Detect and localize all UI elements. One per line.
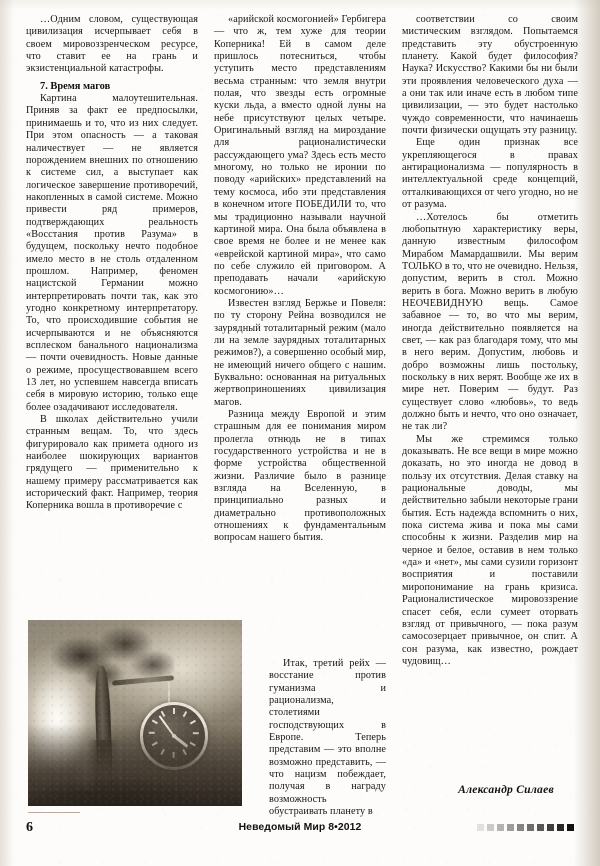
dingbat-square xyxy=(527,824,534,831)
column-3 xyxy=(402,14,578,668)
column-1 xyxy=(26,14,198,513)
dingbat-row xyxy=(477,824,574,831)
paragraph: «арийской космогонией» Гербигера — что ж, тем хуже для теории Коперника! Ей в самом деле пришлось потесниться, чтобы уступить место представлениям весьма странным: что земля внутри полая, что звезды есть огромные куски льда, а вместо одной луны на небе присутствуют целых четыре. Оригинальный взгляд на мироздание для рационалистически рассуждающего ума? Здесь есть место многому, но только не иронии по поводу «арийских» представлений на тему космоса, ибо эти представления в конечном итоге ПОБЕДИЛИ то, что мы традиционно называли научной картиной мира. Она была объявлена в свое время не более и не менее как «еврейской картиной мира», что само по себе служило ей приговором. А преподавать начали «арийскую космогонию»… xyxy=(214,14,386,297)
author-signature: Александр Силаев xyxy=(458,783,554,796)
column-2 xyxy=(214,14,386,818)
masthead-footer: Неведомый Мир 8•2012 xyxy=(238,822,362,833)
article-illustration xyxy=(28,620,242,806)
illustration-grain xyxy=(28,620,242,806)
paragraph: Итак, третий рейх — восстание против гуманизма и рационализма, столетиями господствующих в Европе. Теперь представим — это вполне возможно представить, — что нацизм побеждает, получая в награду возможность обустраивать планету в xyxy=(269,658,386,818)
paragraph: …Хотелось бы отметить любопытную характеристику веры, данную известным философом Мирабом Мамардашвили. Мы верим ТОЛЬКО в то, что не очевидно. Нельзя, допустим, верить в стол. Можно верить в бога. Можно верить в любую НЕОЧЕВИДНУЮ вещь. Самое забавное — то, во что мы верим, иногда действительно появляется на свет, — как раз благодаря тому, что мы в него верим. Допустим, любовь и добро возможны лишь постольку, поскольку в них верят. Вообще же их в мире нет. Поверим — будут. Раз существует слово «любовь», то ведь должно быть и нечто, что оно означает, не так ли? xyxy=(402,211,578,433)
dingbat-square xyxy=(547,824,554,831)
dingbat-square xyxy=(477,824,484,831)
dingbat-square xyxy=(557,824,564,831)
paragraph: В школах действительно учили странным вещам. То, что здесь фигурировало как примета одного из наиболее шокирующих вариантов грядущего — применительно к нашему примеру рассматривается как исторический факт. Например, теория Коперника вошла в противоречие с xyxy=(26,414,198,512)
dingbat-square xyxy=(507,824,514,831)
paragraph: Известен взгляд Бержье и Повеля: по ту сторону Рейна возводился не заурядный тоталитарный режим (мало ли на земле заурядных тоталитарных режимов?), а совершенно особый мир, не имеющий ничего общего с нашим. Буквально: основанная на ритуальных жертвоприношениях цивилизация магов. xyxy=(214,297,386,408)
column-2-wrapped-text xyxy=(269,658,386,818)
paragraph: …Одним словом, существующая цивилизация исчерпывает себя в своем мировоззренческом ресурсе, что ставит ее на грань и экзистенциальной катастрофы. xyxy=(26,14,198,75)
paragraph: Еще один признак все укрепляющегося в правах антирационализма — популярность в интеллектуальной среде концепций, отталкивающихся от чего угодно, но не от разума. xyxy=(402,137,578,211)
page-number: 6 xyxy=(26,820,33,835)
dingbat-square xyxy=(497,824,504,831)
dingbat-square xyxy=(567,824,574,831)
paragraph: Мы же стремимся только доказывать. Не все вещи в мире можно доказать, но это иногда не довод в пользу их отсутствия. Делая ставку на рациональные доводы, мы действительно забыли некоторые грани бытия. Есть надежда вспомнить о них, пока система жива и пока мы сами способны к жизни. Разделив мир на черное и белое, оставив в нем только «да» и «нет», мы сами сузили горизонт восприятия и поставили миропонимание на грань кризиса. Рационалистическое мировоззрение спасет себя, если сумеет оторвать взгляд от привычного, — пока разум самосозерцает привычное, он спит. А сон разума, как известно, рождает чудовищ… xyxy=(402,433,578,667)
dingbat-square xyxy=(537,824,544,831)
paragraph: соответствии со своим мистическим взглядом. Попытаемся представить эту обустроенную планету. Какой будет философия? Наука? Искусство? Какими бы ни были эти проявления человеческого духа — а они так или иначе есть в любом типе цивилизации, — это будет настолько чуждо современности, что начинаешь почти физически ощущать эту разницу. xyxy=(402,14,578,137)
paragraph: Разница между Европой и этим страшным для ее понимания миром пролегла отнюдь не в типах государственного устройства и не в форме устройства общественной жизни. Различие было в разнице взгляда на Вселенную, в принципиально разных и диаметрально противоположных отношениях к фундаментальным вопросам нашего бытия. xyxy=(214,409,386,544)
folio-rule xyxy=(28,812,80,813)
dingbat-square xyxy=(487,824,494,831)
dingbat-square xyxy=(517,824,524,831)
section-heading: 7. Время магов xyxy=(40,80,111,92)
paragraph: Картина малоутешительная. Приняв за факт ее предпосылки, принимаешь и то, что из них следует. При этом опасность — а таковая наличествует — не является порождением внешних по отношению к системе сил, а выступает как логическое завершение противоречий, накопленных в самой системе. Можно привести ряд примеров, подтверждающих реальность «Восстания против Разума» в будущем, поскольку нечто подобное имело место в не столь отдаленном прошлом. Например, феномен нацистской Германии можно интерпретировать почти так, как это угодно конкретному интерпретатору. То, что происходившие события не исчерпываются и не объясняются всплеском банального национализма — почти очевидность. Новые данные о режиме, просуществовавшем всего 13 лет, но успевшем навсегда вписать себя в мировую историю, только еще более озадачивают исследователя. xyxy=(26,93,198,413)
